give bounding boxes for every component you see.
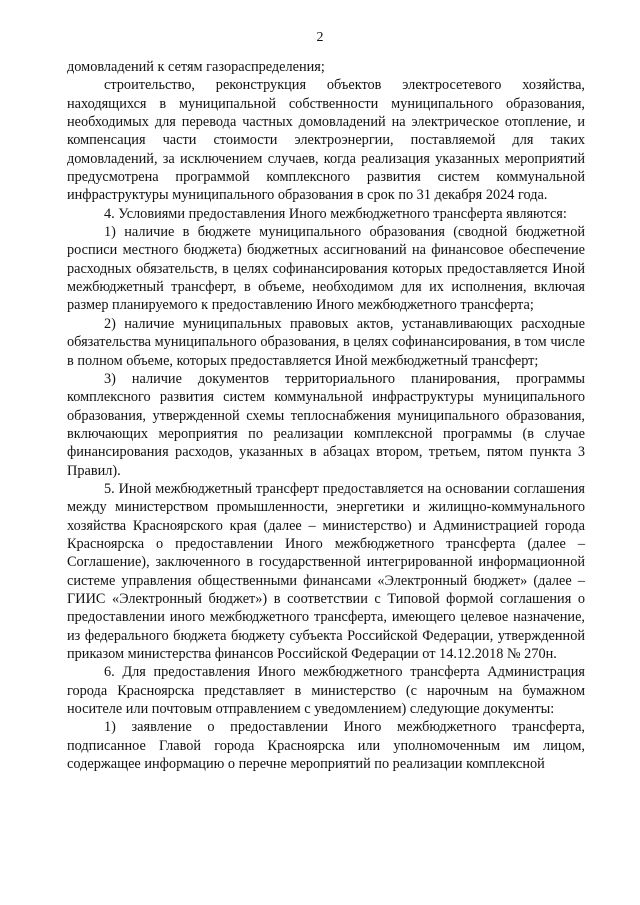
document-body [67, 58, 585, 773]
paragraph-clause-4-item-1: 1) наличие в бюджете муниципального образования (сводной бюджетной росписи местного бюджета) бюджетных ассигнований на финансовое обеспечение расходных обязательств, в целях софинансирования которых предоставляется Иной межбюджетный трансферт, в объеме, необходимом для их исполнения, включая размер планируемого к предоставлению Иного межбюджетного трансферта; [67, 224, 585, 314]
paragraph-clause-4-item-3: 3) наличие документов территориального планирования, программы комплексного развития систем коммунальной инфраструктуры муниципального образования, утвержденной схемы теплоснабжения муниципального образования, включающих мероприятия по реализации комплексной программы (в случае финансирования расходов, указанных в абзацах втором, третьем, пятом пункта 3 Правил). [67, 370, 585, 479]
paragraph-continuation: домовладений к сетям газораспределения; [67, 59, 325, 75]
paragraph-clause-4-item-2: 2) наличие муниципальных правовых актов, устанавливающих расходные обязательства муниципального образования, в целях софинансирования, в том числе в полном объеме, которых предоставляется Иной межбюджетный трансферт; [67, 315, 585, 369]
paragraph-clause-5: 5. Иной межбюджетный трансферт предоставляется на основании соглашения между министерством промышленности, энергетики и жилищно-коммунального хозяйства Красноярского края (далее – министерство) и Администрацией города Красноярска о предоставлении Иного межбюджетного трансферта (далее – Соглашение), заключенного в государственной интегрированной информационной системе управления общественными финансами «Электронный бюджет» (далее – ГИИС «Электронный бюджет») в соответствии с Типовой формой соглашения о предоставлении иного межбюджетного трансферта, имеющего целевое назначение, из федерального бюджета бюджету субъекта Российской Федерации, утвержденной приказом министерства финансов Российской Федерации от 14.12.2018 № 270н. [67, 480, 585, 662]
paragraph-construction-reconstruction: строительство, реконструкция объектов электросетевого хозяйства, находящихся в муниципальной собственности муниципального образования, необходимых для перевода частных домовладений на электрическое отопление, и компенсация части стоимости электроэнергии, поставляемой для таких домовладений, за исключением случаев, когда реализация указанных мероприятий предусмотрена программой комплексного развития систем коммунальной инфраструктуры муниципального образования в срок по 31 декабря 2024 года. [67, 77, 585, 204]
paragraph-clause-6-item-1: 1) заявление о предоставлении Иного межбюджетного трансферта, подписанное Главой города Красноярска или уполномоченным им лицом, содержащее информацию о перечне мероприятий по реализации комплексной [67, 719, 585, 773]
paragraph-clause-4: 4. Условиями предоставления Иного межбюджетного трансферта являются: [104, 205, 567, 222]
paragraph-clause-6: 6. Для предоставления Иного межбюджетного трансферта Администрация города Красноярска представляет в министерство (с нарочным на бумажном носителе или почтовым отправлением с уведомлением) следующие документы: [67, 664, 585, 718]
page-number: 2 [316, 30, 324, 45]
